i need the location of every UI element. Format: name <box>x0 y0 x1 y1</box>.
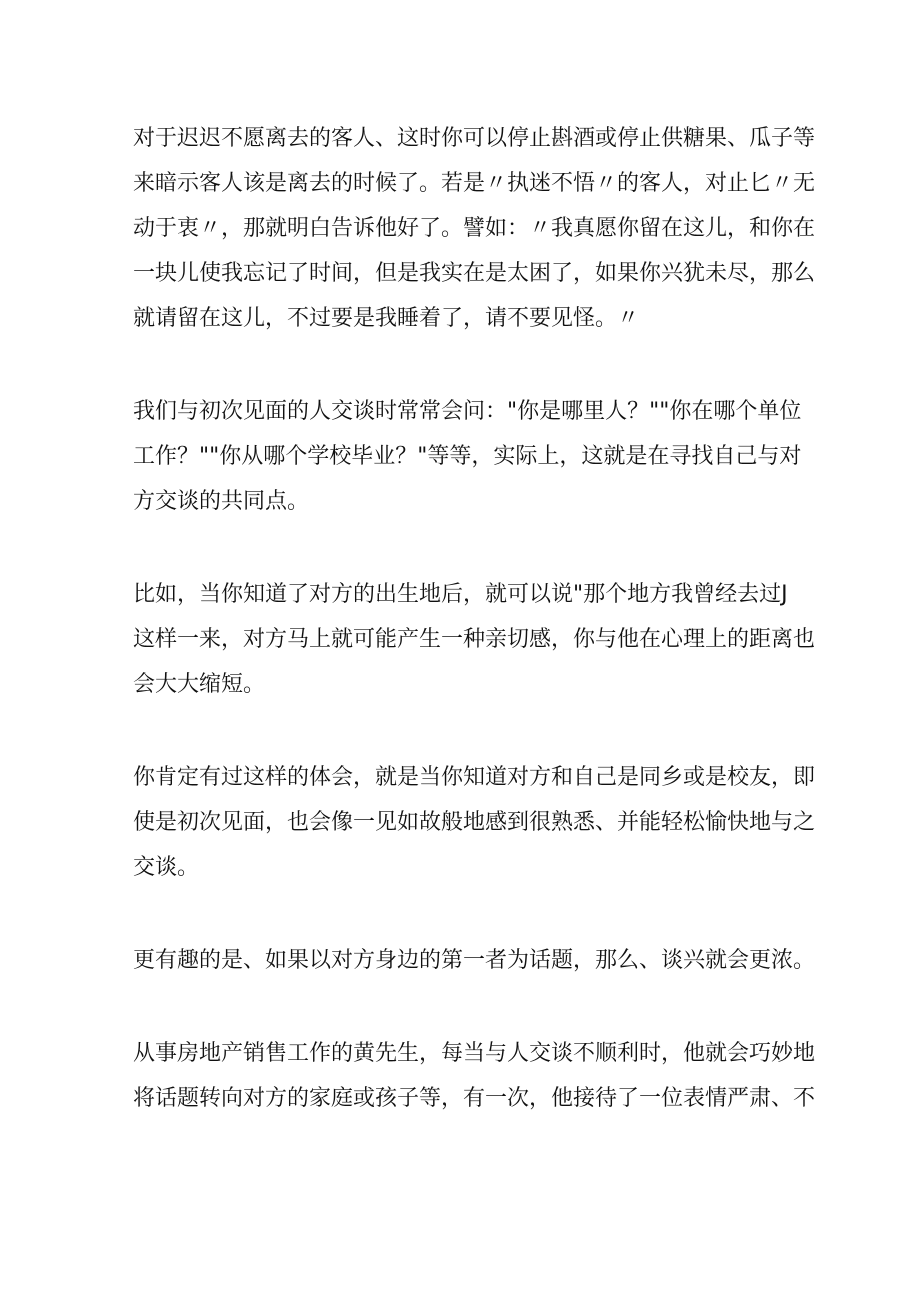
paragraph-gap <box>133 341 813 389</box>
text-line: 动于衷〃，那就明白告诉他好了。譬如：〃我真愿你留在这儿，和你在 <box>133 216 816 241</box>
text-line: 这样一来，对方马上就可能产生一种亲切感，你与他在心理上的距离也 <box>133 627 816 652</box>
text-line: 就请留在这儿，不过要是我睡着了，请不要见怪。〃 <box>133 306 640 331</box>
text-line: 比如，当你知道了对方的出生地后，就可以说"那个地方我曾经去过J <box>133 582 788 607</box>
paragraph-1 <box>133 116 816 341</box>
paragraph-4 <box>133 755 816 890</box>
text-line: 来暗示客人该是离去的时候了。若是〃执迷不悟〃的客人，对止匕〃无 <box>133 171 816 196</box>
paragraph-gap <box>133 983 813 1031</box>
text-line: 将话题转向对方的家庭或孩子等，有一次，他接待了一位表情严肃、不 <box>133 1086 816 1111</box>
paragraph-gap <box>133 524 813 572</box>
text-line: 方交谈的共同点。 <box>133 489 310 514</box>
text-line: 会大大缩短。 <box>133 672 266 697</box>
text-line: 我们与初次见面的人交谈时常常会问："你是哪里人？""你在哪个单位 <box>133 399 802 424</box>
text-line: 一块儿使我忘记了时间，但是我实在是太困了，如果你兴犹未尽，那么 <box>133 261 816 286</box>
text-line: 对于迟迟不愿离去的客人、这时你可以停止斟酒或停止供糖果、瓜子等 <box>133 126 816 151</box>
text-line: 从事房地产销售工作的黄先生，每当与人交谈不顺利时，他就会巧妙地 <box>133 1041 816 1066</box>
text-line: 交谈。 <box>133 855 200 880</box>
paragraph-gap <box>133 707 813 755</box>
document-body <box>133 116 816 1121</box>
paragraph-6 <box>133 1031 816 1121</box>
paragraph-gap <box>133 890 813 938</box>
text-line: 使是初次见面，也会像一见如故般地感到很熟悉、并能轻松愉快地与之 <box>133 810 816 835</box>
text-line: 更有趣的是、如果以对方身边的第一者为话题，那么、谈兴就会更浓。 <box>133 948 816 973</box>
text-line: 你肯定有过这样的体会，就是当你知道对方和自己是同乡或是校友，即 <box>133 765 816 790</box>
paragraph-3 <box>133 572 816 707</box>
paragraph-5 <box>133 938 816 983</box>
paragraph-2 <box>133 389 813 524</box>
text-line: 工作？""你从哪个学校毕业？"等等，实际上，这就是在寻找自己与对 <box>133 444 802 469</box>
